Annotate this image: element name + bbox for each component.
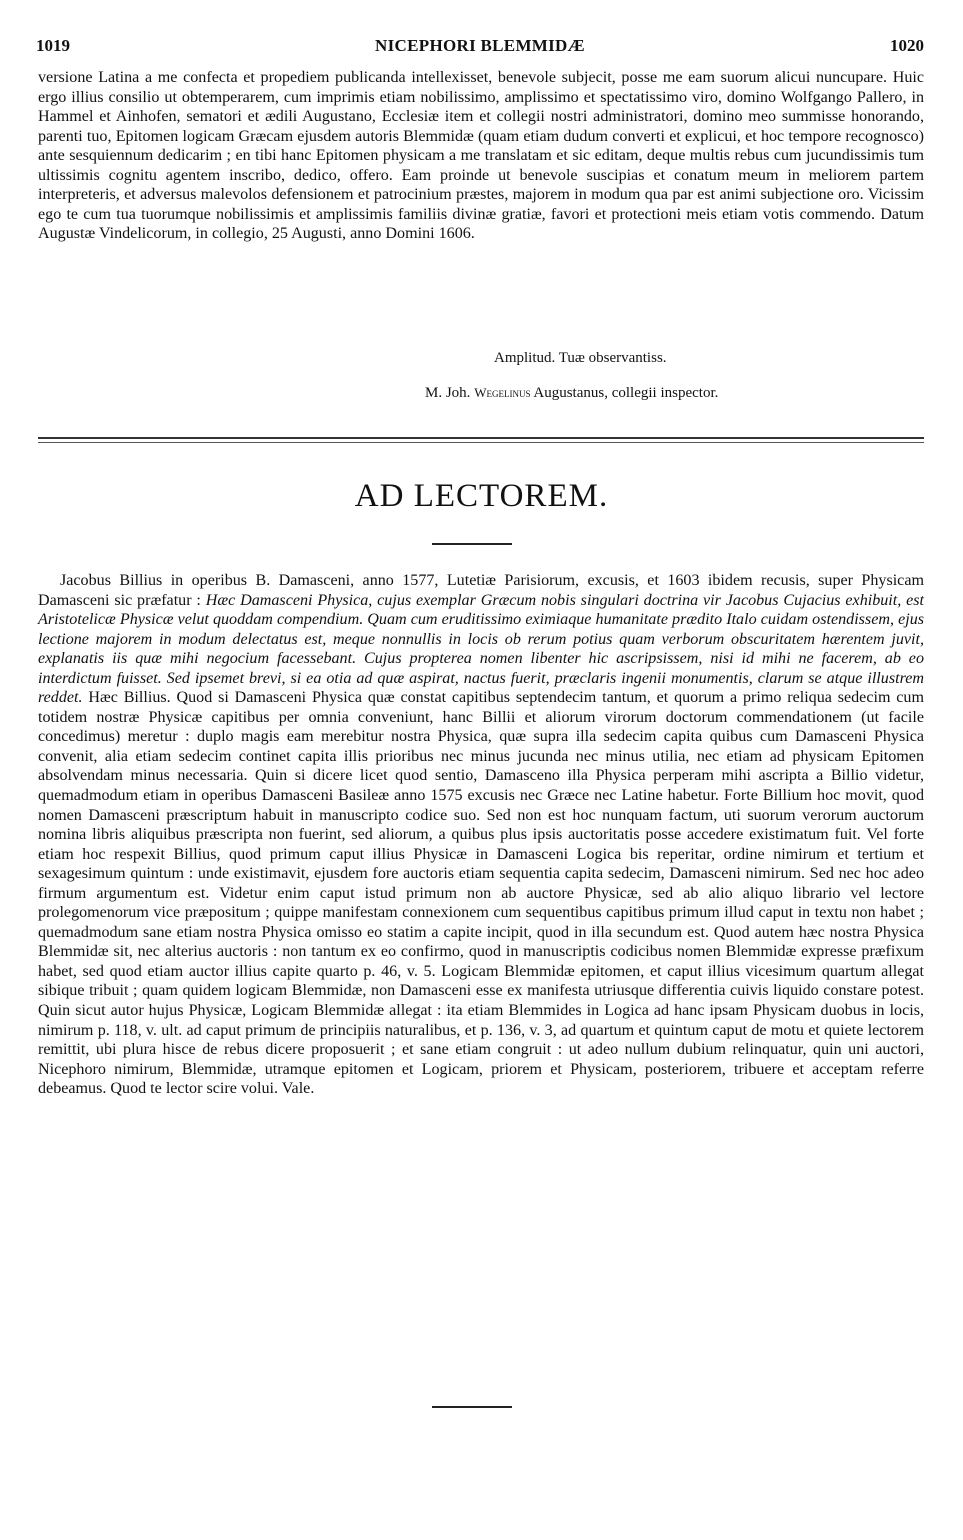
- running-title: NICEPHORI BLEMMIDÆ: [375, 36, 585, 55]
- signature: [425, 385, 718, 402]
- section-divider-thin: [38, 442, 924, 443]
- running-header: [36, 36, 924, 58]
- closing-formula: Amplitud. Tuæ observantiss.: [494, 350, 667, 366]
- end-rule: [432, 1406, 512, 1408]
- preface-intro: Jacobus Billius in operibus B. Damasceni, anno 1577, Lutetiæ Parisiorum, excusis, et 1603 ibidem recusis, super Physicam Damasceni sic præfatur :: [38, 572, 924, 609]
- billius-quote: Hæc Damasceni Physica, cujus exemplar Græcum nobis singulari doctrina vir Jacobus Cujacius exhibuit, est Aristotelicæ Physicæ velut quoddam compendium. Quam cum eruditissimo eximiaque humanitate prædito Italo cuidam ostendissem, ejus lectione majorem in modum delectatus est, meque nonnullis in locis ob rerum potius quam verborum obscuritatem hærentem juvit, explanatis iis quæ mihi negocium facessebant. Cujus propterea nomen libenter hic ascripsissem, nisi id mihi ne facerem, ab eo interdictum fuisset. Sed ipsemet brevi, si ea otia ad quæ aspirat, nactus fuerit, præclaris ingenii monumentis, clarum se atque illustrem reddet.: [38, 591, 924, 707]
- signature-prefix: M. Joh.: [425, 385, 471, 401]
- page-number-left: 1019: [36, 36, 70, 55]
- dedication-paragraph: versione Latina a me confecta et propediem publicanda intellexisset, benevole subjecit, posse me eam suorum alicui nuncupare. Huic ergo illius consilio ut obtemperarem, cum imprimis etiam nobilissimo, amplissimo et spectatissimo viro, domino Wolfgango Pallero, in Hammel et Ainhofen, sematori et ædili Augustano, Ecclesiæ item et collegii nostri administratori, domino meo summisse honorando, parenti tuo, Epitomen logicam Græcam ejusdem autoris Blemmidæ (quam etiam dudum converti et explicui, et hoc tempore recognosco) ante sesquiennum dedicarim ; en tibi hanc Epitomen physicam a me translatam et sic editam, deque multis rebus cum jucundissimis tum ultissimis cognitu agentem inscribo, dedico, offero. Eam proinde ut benevole suscipias et conatum meum in meliorem partem interpreteris, et adversus malevolos defensionem et patrocinium præstes, majorem in modum qua par est animi subjectione oro. Vicissim ego te cum tua tuorumque nobilissimis et amplissimis familiis divinæ gratiæ, favori et protectioni meis etiam votis commendo. Datum Augustæ Vindelicorum, in collegio, 25 Augusti, anno Domini 1606.: [38, 69, 924, 243]
- section-title: AD LECTOREM.: [354, 478, 609, 514]
- preface-body: Hæc Billius. Quod si Damasceni Physica quæ constat capitibus septendecim tantum, et quorum a primo reliqua sedecim cum totidem nostræ Physicæ capitibus per omnia conveniunt, hanc Billii et aliorum virorum doctorum commendationem (ut facile concedimus) meretur : duplo magis eam merebitur nostra Physica, quæ supra illa sedecim capita quibus cum Damasceni Physica convenit, alia etiam sedecim continet capita illis prioribus nec minus jucunda nec minus utilia, nec etiam ad physicam Epitomen absolvendam minus necessaria. Quin si dicere licet quod sentio, Damasceno illa Physica perperam mihi ascripta a Billio videtur, quemadmodum etiam in operibus Damasceni Basileæ anno 1575 excusis nec Græce nec Latine habetur. Forte Billium hoc movit, quod nomen Damasceni præscriptum habuit in manuscripto codice suo. Sed non est hoc nunquam factum, uti suorum verorum auctorum nomina libris aliquibus præscripta non fuerint, sed aliorum, a quibus plus ipsis auctoritatis posse accedere existimatum fuit. Vel forte etiam hoc respexit Billius, quod primum caput illius Physicæ in Damasceni Logica bis reperitar, ordine nimirum et tertium et sexagesimum quintum : unde existimavit, ejusdem fore auctoris etiam sequentia capita sedecim, Damasceni nimirum. Sed nec hoc adeo firmum argumentum est. Videtur enim caput istud primum non ab auctore Physicæ, sed ab alio aliquo librario vel lectore prolegomenorum vice præpositum ; quippe manifestam connexionem cum sequentibus capitibus primum illud caput in textu non habet ; quemadmodum sane etiam nostra Physica omisso eo statim a capite incipit, quod in illa secundum est. Quod autem hæc nostra Physica Blemmidæ sit, nec alterius auctoris : non tantum ex eo confirmo, quod in manuscriptis codicibus nomen Blemmidæ expresse præfixum habet, sed quod etiam auctor illius capite quarto p. 46, v. 5. Logicam Blemmidæ epitomen, et caput illius vicesimum quartum allegat sibique tribuit ; quam quidem logicam Blemmidæ, non Damasceni esse ex manifesta utriusque differentia cuivis liquido constare potest. Quin sicut autor hujus Physicæ, Logicam Blemmidæ allegat : ita etiam Blemmides in Logica ad hanc ipsam Physicam duobus in locis, nimirum p. 118, v. ult. ad caput primum de principiis naturalibus, et p. 136, v. 3, ad quartum et quintum caput de motu et quiete lectorem remittit, ubi plura hisce de rebus dicere proposuerit ; et sane etiam congruit : ut adeo nullum dubium relinquatur, quin uni auctori, Nicephoro nimirum, Blemmidæ, utramque epitomen et Logicam, priorem et Physicam, posteriorem, tribuere et acceptam referre debeamus. Quod te lector scire volui. Vale.: [38, 689, 924, 1098]
- section-divider: [38, 437, 924, 439]
- page-number-right: 1020: [890, 36, 924, 55]
- signature-rest: Augustanus, collegii inspector.: [533, 385, 719, 401]
- preface-paragraph: [38, 571, 924, 1099]
- title-underline: [432, 543, 512, 545]
- signature-name: Wegelinus: [474, 385, 531, 400]
